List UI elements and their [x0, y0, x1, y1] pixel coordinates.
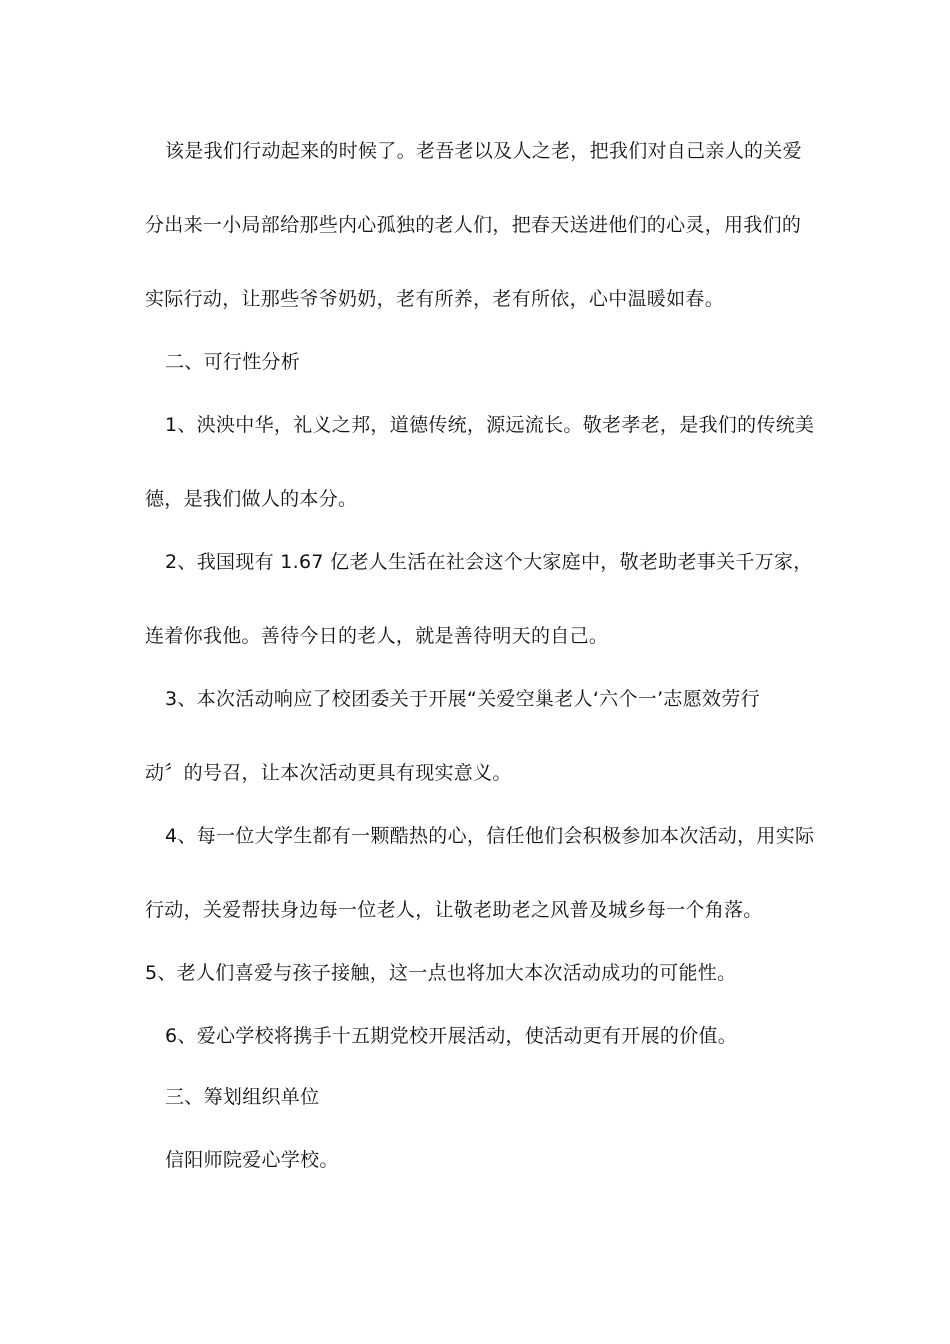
paragraph-line: 信阳师院爱心学校。 — [165, 1149, 339, 1171]
section-heading: 二、可行性分析 — [165, 351, 301, 373]
list-item-line: 1、泱泱中华，礼义之邦，道德传统，源远流长。敬老孝老，是我们的传统美 — [165, 414, 815, 436]
list-item-line: 动〞的号召，让本次活动更具有现实意义。 — [145, 762, 512, 784]
paragraph-line: 该是我们行动起来的时候了。老吾老以及人之老，把我们对自己亲人的关爱 — [165, 140, 802, 162]
list-item-line: 6、爱心学校将携手十五期党校开展活动，使活动更有开展的价值。 — [165, 1025, 738, 1047]
list-item-line: 2、我国现有 1.67 亿老人生活在社会这个大家庭中，敬老助老事关千万家， — [165, 551, 813, 573]
paragraph-line: 实际行动，让那些爷爷奶奶，老有所养，老有所依，心中温暖如春。 — [145, 288, 725, 310]
section-heading: 三、筹划组织单位 — [165, 1086, 320, 1108]
list-item-line: 行动，关爱帮扶身边每一位老人，让敬老助老之风普及城乡每一个角落。 — [145, 899, 763, 921]
list-item-line: 5、老人们喜爱与孩子接触，这一点也将加大本次活动成功的可能性。 — [145, 962, 737, 984]
list-item-line: 3、本次活动响应了校团委关于开展“关爱空巢老人‘六个一’志愿效劳行 — [165, 688, 760, 710]
list-item-line: 德，是我们做人的本分。 — [145, 488, 358, 510]
list-item-line: 连着你我他。善待今日的老人，就是善待明天的自己。 — [145, 625, 609, 647]
list-item-line: 4、每一位大学生都有一颗酷热的心，信任他们会积极参加本次活动，用实际 — [165, 825, 815, 847]
paragraph-line: 分出来一小局部给那些内心孤独的老人们，把春天送进他们的心灵，用我们的 — [145, 214, 802, 236]
